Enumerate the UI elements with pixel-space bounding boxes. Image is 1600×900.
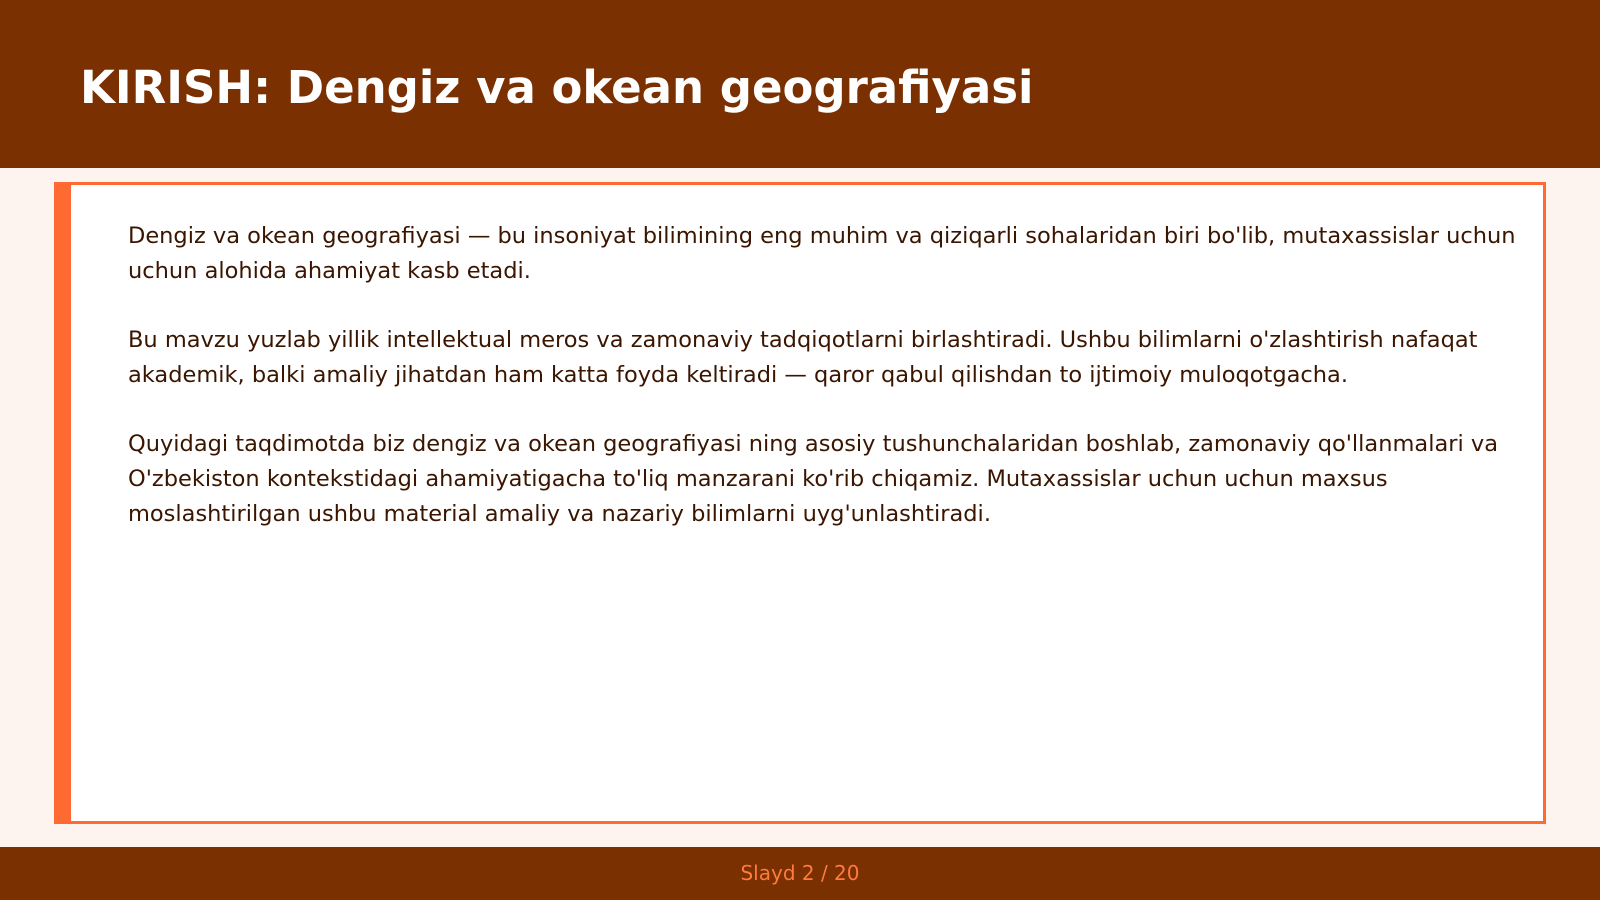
- heritage-paragraph: Bu mavzu yuzlab yillik intellektual meros va zamonaviy tadqiqotlarni birlashtiradi. Ushbu bilimlarni o'zlashtirish nafaqat akademik, balki amaliy jihatdan ham katta foyda keltiradi — qaror qabul qilishdan to ijtimoiy muloqotgacha.: [128, 327, 1478, 388]
- slide-header: [0, 0, 1600, 168]
- slide-title: KIRISH: Dengiz va okean geografiyasi: [80, 61, 1034, 114]
- slide-counter: Slayd 2 / 20: [740, 861, 860, 885]
- slide-body: [128, 219, 1528, 566]
- intro-paragraph: Dengiz va okean geografiyasi — bu insoniyat bilimining eng muhim va qiziqarli sohalaridan biri bo'lib, mutaxassislar uchun uchun alohida ahamiyat kasb etadi.: [128, 223, 1516, 284]
- overview-paragraph: Quyidagi taqdimotda biz dengiz va okean geografiyasi ning asosiy tushunchalaridan boshlab, zamonaviy qo'llanmalari va O'zbekiston kontekstidagi ahamiyatigacha to'liq manzarani ko'rib chiqamiz. Mutaxassislar uchun uchun maxsus moslashtirilgan ushbu material amaliy va nazariy bilimlarni uyg'unlashtiradi.: [128, 431, 1498, 527]
- content-card: [54, 182, 1546, 824]
- slide-footer: [0, 847, 1600, 900]
